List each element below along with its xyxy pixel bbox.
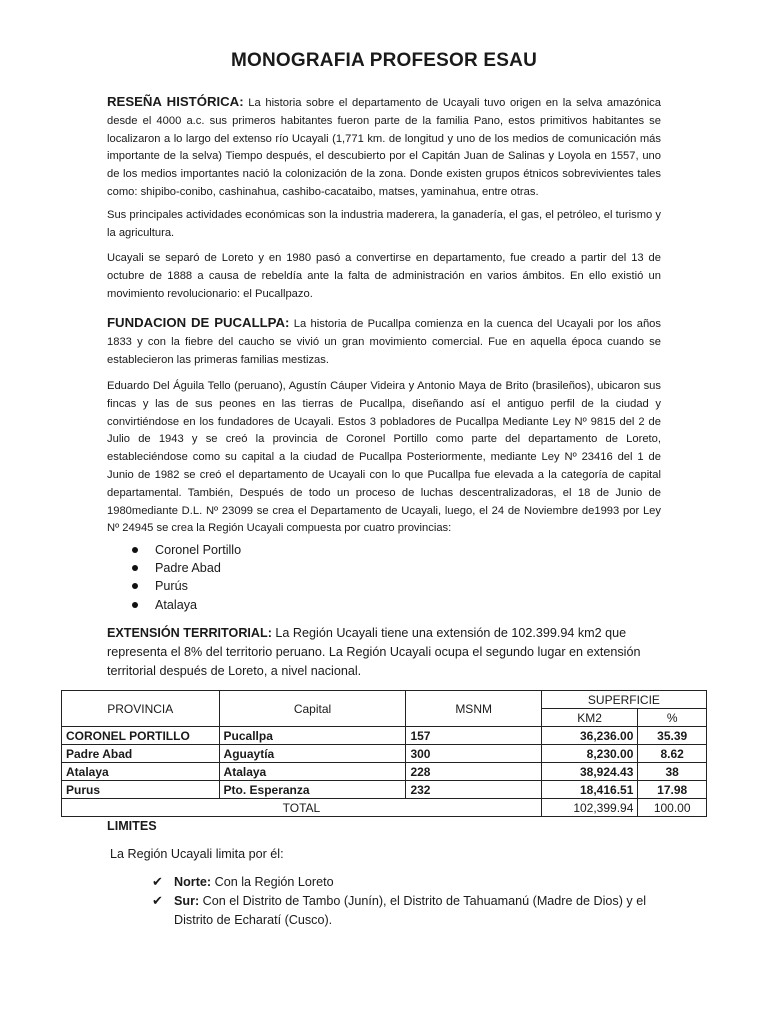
cell-km2: 18,416.51 bbox=[541, 781, 638, 799]
cell-capital: Pucallpa bbox=[219, 727, 406, 745]
extension-heading: EXTENSIÓN TERRITORIAL: bbox=[107, 626, 272, 640]
cell-msnm: 232 bbox=[406, 781, 541, 799]
fundacion-paragraph-2: Eduardo Del Águila Tello (peruano), Agustín Cáuper Videira y Antonio Maya de Brito (brasileños), ubicaron sus fincas y las de sus peones en las tierras de Pucallpa, diseñando así el antiguo perfil de la ciudad y convirtiéndose en los fundadores de Ucayali. Estos 3 pobladores de Pucallpa Mediante Ley Nº 9815 del 2 de Julio de 1943 y se creó la provincia de Coronel Portillo como parte del departamento de Loreto, estableciéndose como su capital a la ciudad de Pucallpa Posteriormente, mediante Ley Nº 23416 del 1 de Junio de 1982 se creó el departamento de Ucayali con lo que Pucallpa fue elevada a la categoría de capital departamental. También, Después de todo un proceso de luchas descentralizadoras, el 18 de Junio de 1980mediante D.L. Nº 23099 se crea el Departamento de Ucayali, luego, el 24 de Noviembre de1993 por Ley Nº 24945 se crea la Región Ucayali compuesta por cuatro provincias: bbox=[107, 380, 661, 535]
cell-provincia: Atalaya bbox=[62, 763, 220, 781]
check-mark-icon: ✔ bbox=[152, 874, 163, 889]
resena-paragraph-3: Ucayali se separó de Loreto y en 1980 pasó a convertirse en departamento, fue creado a partir del 13 de octubre de 1888 a causa de rebeldía ante la falta de administración en varios ámbitos. En ello existió un movimiento revolucionario: el Pucallpazo. bbox=[107, 252, 661, 300]
cell-pct: 35.39 bbox=[638, 727, 707, 745]
provincias-list bbox=[130, 541, 241, 614]
limite-label: Norte: bbox=[174, 875, 212, 889]
cell-capital: Pto. Esperanza bbox=[219, 781, 406, 799]
list-item: Purús bbox=[130, 577, 241, 595]
cell-msnm: 228 bbox=[406, 763, 541, 781]
fundacion-paragraph-1 bbox=[107, 314, 661, 369]
table-header-row bbox=[62, 691, 707, 709]
limite-text: Con el Distrito de Tambo (Junín), el Distrito de Tahuamanú (Madre de Dios) y el Distrito de Echaratí (Cusco). bbox=[174, 893, 646, 927]
cell-capital: Aguaytía bbox=[219, 745, 406, 763]
provincias-table bbox=[61, 690, 707, 817]
limites-heading: LIMITES bbox=[107, 819, 157, 833]
limite-text: Con la Región Loreto bbox=[211, 875, 334, 889]
header-msnm: MSNM bbox=[406, 691, 541, 727]
cell-pct: 38 bbox=[638, 763, 707, 781]
limites-intro: La Región Ucayali limita por él: bbox=[110, 847, 284, 861]
list-item bbox=[152, 873, 672, 892]
header-superficie: SUPERFICIE bbox=[541, 691, 706, 709]
header-pct: % bbox=[638, 709, 707, 727]
table-row bbox=[62, 763, 707, 781]
list-item: Coronel Portillo bbox=[130, 541, 241, 559]
cell-provincia: Purus bbox=[62, 781, 220, 799]
resena-text-1: La historia sobre el departamento de Ucayali tuvo origen en la selva amazónica desde el 4000 a.c. sus primeros habitantes fueron parte de la familia Pano, estos primitivos habitantes se localizaron a lo largo del extenso río Ucayali (1,771 km. de longitud y uno de los medios de comunicación más importante de la selva) Tiempo después, el descubierto por el Capitán Juan de Salinas y Loyola en 1557, uno de los medios importantes nació la colonización de la zona. Donde existen grupos étnicos sobrevivientes tales como: shipibo-conibo, cashinahua, cashibo-cacataibo, matses, yaminahua, entre otras. bbox=[107, 97, 662, 198]
cell-msnm: 300 bbox=[406, 745, 541, 763]
cell-total-pct: 100.00 bbox=[638, 799, 707, 817]
header-capital: Capital bbox=[219, 691, 406, 727]
cell-pct: 17.98 bbox=[638, 781, 707, 799]
table-row bbox=[62, 781, 707, 799]
resena-heading: RESEÑA HISTÓRICA: bbox=[107, 94, 244, 109]
cell-km2: 8,230.00 bbox=[541, 745, 638, 763]
extension-text: La Región Ucayali tiene una extensión de 102.399.94 km2 que representa el 8% del territorio peruano. La Región Ucayali ocupa el segundo lugar en extensión territorial después de Loreto, a nivel nacional. bbox=[107, 626, 641, 678]
extension-paragraph bbox=[107, 624, 647, 680]
table-total-row bbox=[62, 799, 707, 817]
table-row bbox=[62, 745, 707, 763]
cell-total-km2: 102,399.94 bbox=[541, 799, 638, 817]
cell-pct: 8.62 bbox=[638, 745, 707, 763]
cell-capital: Atalaya bbox=[219, 763, 406, 781]
cell-km2: 38,924.43 bbox=[541, 763, 638, 781]
list-item: Atalaya bbox=[130, 596, 241, 614]
list-item bbox=[152, 892, 672, 930]
limites-list bbox=[152, 873, 672, 929]
table-row bbox=[62, 727, 707, 745]
cell-provincia: Padre Abad bbox=[62, 745, 220, 763]
cell-total-label: TOTAL bbox=[62, 799, 542, 817]
cell-provincia: CORONEL PORTILLO bbox=[62, 727, 220, 745]
cell-msnm: 157 bbox=[406, 727, 541, 745]
cell-km2: 36,236.00 bbox=[541, 727, 638, 745]
check-mark-icon: ✔ bbox=[152, 892, 163, 908]
header-km2: KM2 bbox=[541, 709, 638, 727]
header-provincia: PROVINCIA bbox=[62, 691, 220, 727]
resena-paragraph-2: Sus principales actividades económicas son la industria maderera, la ganadería, el gas, el petróleo, el turismo y la agricultura. bbox=[107, 209, 661, 239]
fundacion-heading: FUNDACION DE PUCALLPA: bbox=[107, 315, 290, 330]
list-item: Padre Abad bbox=[130, 559, 241, 577]
document-title: MONOGRAFIA PROFESOR ESAU bbox=[231, 50, 537, 71]
resena-paragraph-1 bbox=[107, 93, 661, 202]
limite-label: Sur: bbox=[174, 893, 200, 908]
fundacion-text-1: La historia de Pucallpa comienza en la cuenca del Ucayali por los años 1833 y con la fiebre del caucho se vivió un gran movimiento comercial. Fue en aquella época cuando se establecieron las primeras familias mestizas. bbox=[107, 318, 661, 366]
